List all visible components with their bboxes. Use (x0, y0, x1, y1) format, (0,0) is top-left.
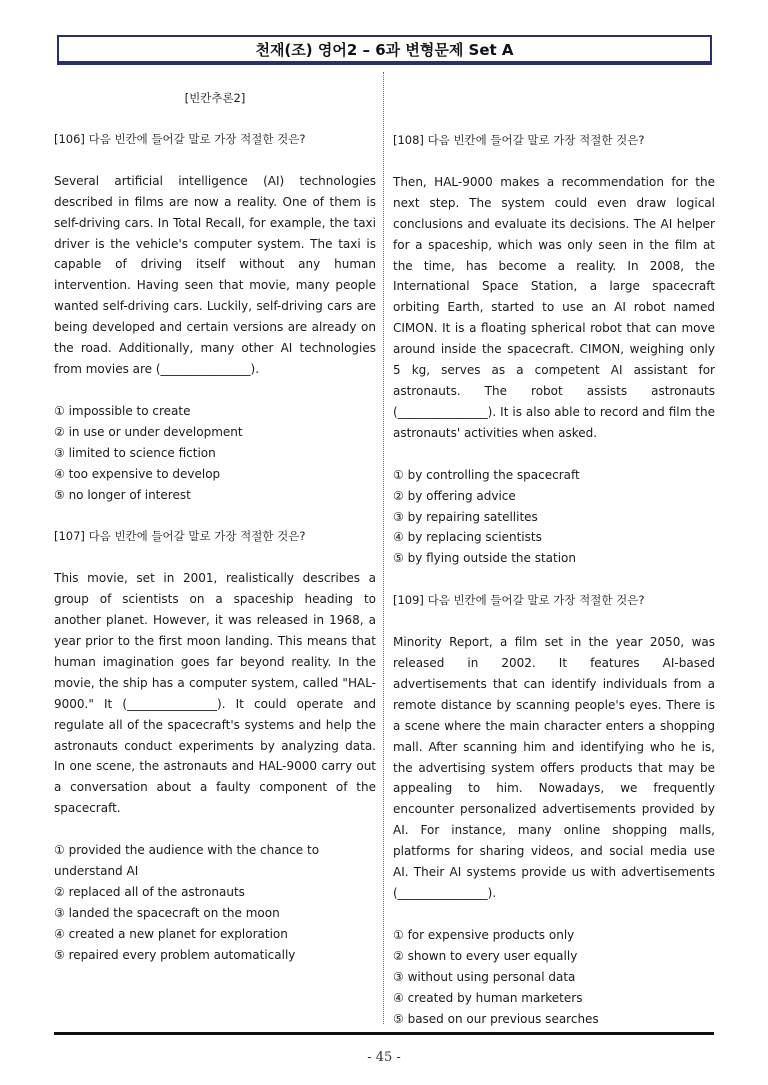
choice-3: ③ limited to science fiction (54, 445, 216, 460)
question-passage: Minority Report, a film set in the year 2050, was released in 2002. It features AI-based advertisements that can identify individuals from a remote distance by scanning people's eyes. There is a scene where the main character enters a shopping mall. After scanning him and identifying who he is, the advertising system offers products that may be appealing to him. Nowadays, we frequently encounter personalized advertisements provided by AI. For instance, many online shopping malls, platforms for sharing videos, and social media use AI. Their AI systems provide us with advertisements (_______________). (393, 635, 715, 900)
choice-5: ⑤ by flying outside the station (393, 551, 576, 566)
document-title: 천재(조) 영어2 – 6과 변형문제 Set A (255, 40, 514, 59)
column-divider (383, 72, 384, 1024)
question-passage: Then, HAL-9000 makes a recommendation for the next step. The system could even draw logical conclusions and evaluate its decisions. The AI helper for a spaceship, which was only seen in the film at the time, has become a reality. In 2008, the International Space Station, a large spacecraft orbiting Earth, started to use an AI robot named CIMON. It is a floating spherical robot that can move around inside the spacecraft. CIMON, weighing only 5 kg, serves as a competent AI assistant for astronauts. The robot assists astronauts (_______________). It is also able to record and film the astronauts' activities when asked. (393, 174, 715, 440)
question-106 (54, 129, 376, 506)
choice-1: ① by controlling the spacecraft (393, 467, 580, 482)
choice-3: ③ without using personal data (393, 969, 576, 984)
choice-4: ④ created by human marketers (393, 990, 583, 1005)
choice-1: ① impossible to create (54, 403, 191, 418)
page-number: - 45 - (367, 1050, 401, 1065)
choice-list (54, 401, 376, 506)
choice-3: ③ by repairing satellites (393, 509, 538, 524)
question-prompt: [107] 다음 빈칸에 들어갈 말로 가장 적절한 것은? (54, 529, 306, 544)
footer-rule (54, 1032, 714, 1035)
question-107 (54, 526, 376, 965)
question-prompt: [108] 다음 빈칸에 들어갈 말로 가장 적절한 것은? (393, 133, 645, 147)
choice-5: ⑤ no longer of interest (54, 487, 191, 502)
choice-list (393, 465, 715, 570)
choice-4: ④ too expensive to develop (54, 466, 221, 481)
choice-5: ⑤ repaired every problem automatically (54, 947, 296, 962)
choice-4: ④ created a new planet for exploration (54, 926, 288, 941)
choice-list (393, 925, 715, 1030)
choice-2: ② shown to every user equally (393, 948, 578, 963)
choice-list (54, 840, 376, 965)
section-label: [빈칸추론2] (184, 91, 246, 105)
question-109 (393, 590, 715, 1029)
question-passage: Several artificial intelligence (AI) technologies described in films are now a reality. One of them is self-driving cars. In Total Recall, for example, the taxi driver is the vehicle's computer system. The taxi is capable of driving itself without any human intervention. Having seen that movie, many people wanted self-driving cars. Luckily, self-driving cars are being developed and certain versions are already on the road. Additionally, many other AI technologies from movies are (_______________). (54, 173, 376, 376)
left-column (54, 88, 376, 966)
choice-1: ① for expensive products only (393, 927, 575, 942)
choice-5: ⑤ based on our previous searches (393, 1011, 599, 1026)
choice-2: ② by offering advice (393, 488, 516, 503)
question-prompt: [109] 다음 빈칸에 들어갈 말로 가장 적절한 것은? (393, 593, 645, 608)
choice-2: ② in use or under development (54, 424, 243, 439)
right-column (393, 130, 715, 1029)
question-prompt: [106] 다음 빈칸에 들어갈 말로 가장 적절한 것은? (54, 131, 306, 146)
choice-1: ① provided the audience with the chance to understand AI (54, 843, 320, 879)
document-title-box (57, 35, 712, 65)
choice-2: ② replaced all of the astronauts (54, 885, 245, 899)
question-passage: This movie, set in 2001, realistically describes a group of scientists on a spaceship heading to another planet. However, it was released in 1968, a year prior to the first moon landing. This means that human imagination goes far beyond reality. In the movie, the ship has a computer system, called "HAL-9000." It (_______________). It could operate and regulate all of the spacecraft's systems and help the astronauts conduct experiments by analyzing data. In one scene, the astronauts and HAL-9000 carry out a conversation about a faulty component of the spacecraft. (54, 571, 376, 816)
choice-4: ④ by replacing scientists (393, 530, 542, 545)
choice-3: ③ landed the spacecraft on the moon (54, 905, 280, 920)
question-108 (393, 130, 715, 569)
